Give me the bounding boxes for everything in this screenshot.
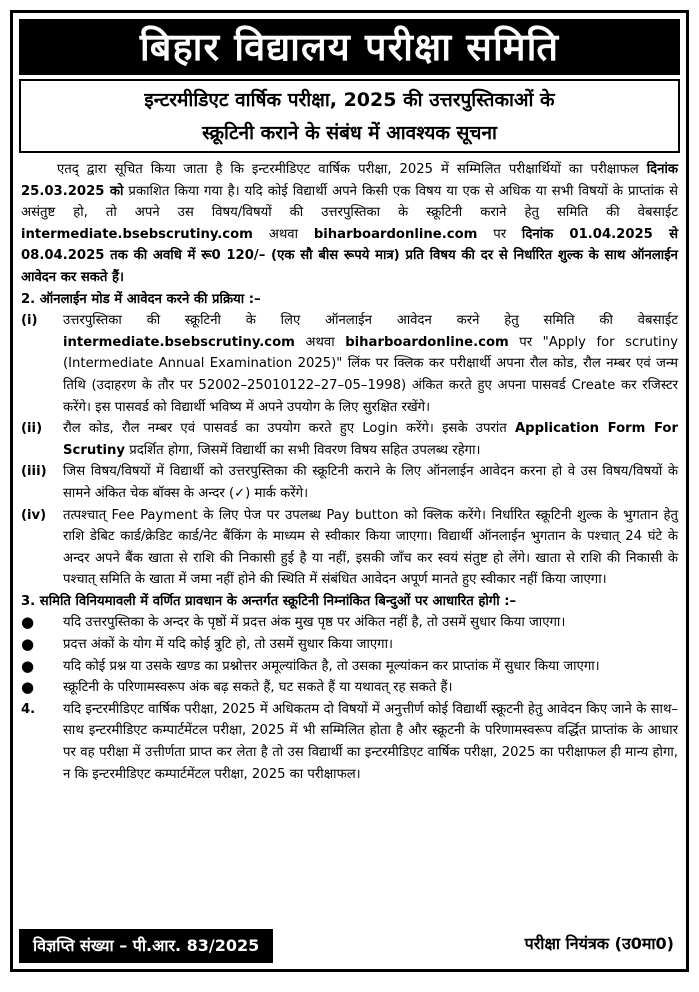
list-item-text: स्क्रूटिनी के परिणामस्वरूप अंक बढ़ सकते हैं, घट सकते हैं या यथावत् रह सकते हैं।	[63, 680, 453, 696]
bullet-icon: ●	[21, 678, 35, 697]
step-label: (i)	[21, 313, 38, 329]
result-date: दिनांक 25.03.2025 को	[21, 162, 678, 199]
notice-page	[10, 10, 689, 972]
website-link-secondary[interactable]: biharboardonline.com	[313, 226, 478, 242]
intro-text: अथवा	[252, 226, 314, 242]
subject-line-2: स्क्रूटिनी कराने के संबंध में आवश्यक सूचना	[202, 122, 497, 144]
list-item	[21, 634, 678, 656]
application-form-name: Application Form For Scrutiny	[63, 421, 678, 458]
step-iv	[21, 505, 678, 591]
notice-body	[21, 159, 678, 917]
step-text: तत्पश्चात् Fee Payment के लिए पेज पर उपलब्ध Pay button को क्लिक करेंगे। निर्धारित स्क्रूटिनी शुल्क के भुगतान हेतु राशि डेबिट कार्ड/क्रेडिट कार्ड/नेट बैंकिंग के माध्यम से स्वीकार किया जाएगा। विद्यार्थी ऑनलाईन भुगतान के पश्चात् 24 घंटे के अन्दर अपने बैंक खाता से राशि की निकासी हुई है या नहीं, इसकी जाँच कर स्वयं संतुष्ट हो लेंगे। खाता से राशि की निकासी के पश्चात् समिति के खाता में जमा नहीं होने की स्थिति में संबंधित आवेदन अपूर्ण मानते हुए स्वीकार नहीं किया जाएगा।	[63, 507, 678, 588]
step-ii	[21, 418, 678, 461]
step-iii	[21, 461, 678, 504]
notice-number: विज्ञप्ति संख्या – पी.आर. 83/2025	[19, 929, 273, 963]
step-text: रौल कोड, रौल नम्बर एवं पासवर्ड का उपयोग करते हुए Login करेंगे। इसके उपरांत Application Form For Scrutiny प्रदर्शित होगा, जिसमें विद्यार्थी का सभी विवरण विषय सहित उपलब्ध रहेगा।	[63, 421, 678, 458]
step-text: उत्तरपुस्तिका की स्क्रूटिनी के लिए ऑनलाईन आवेदन करने हेतु समिति की वेबसाईट intermediate.bsebscrutiny.com अथवा biharboardonline.com पर "Apply for scrutiny (Intermediate Annual Examination 2025)" लिंक पर क्लिक कर परीक्षार्थी अपना रौल कोड, रौल नम्बर एवं जन्म तिथि (उदाहरण के तौर पर 52002–25010122–27–05–1998) अंकित करते हुए अपना पासवर्ड Create कर रजिस्टर करेंगे। इस पासवर्ड को विद्यार्थी भविष्य में अपने उपयोग के लिए सुरक्षित रखेंगे।	[63, 313, 679, 415]
section-4	[21, 699, 678, 785]
intro-text: एतद् द्वारा सूचित किया जाता है कि इन्टरमीडिएट वार्षिक परीक्षा, 2025 में सम्मिलित परीक्षार्थियों का परीक्षाफल	[57, 162, 647, 177]
notice-subject	[19, 79, 680, 153]
step-label: (iii)	[21, 464, 47, 480]
list-item-text: यदि कोई प्रश्न या उसके खण्ड का प्रश्नोत्तर अमूल्यांकित है, तो उसका मूल्यांकन कर प्राप्तांक में सुधार किया जाएगा।	[63, 658, 600, 674]
masthead-title: बिहार विद्यालय परीक्षा समिति	[19, 19, 680, 75]
bullet-icon: ●	[21, 613, 35, 632]
step-text: जिस विषय/विषयों में विद्यार्थी को उत्तरपुस्तिका की स्क्रूटिनी कराने के लिए ऑनलाईन आवेदन करना हो वे उस विषय/विषयों के सामने अंकित चेक बॉक्स के अन्दर (✓) मार्क करेंगे।	[63, 464, 678, 501]
section-3-heading: 3. समिति विनियमावली में वर्णित प्रावधान के अन्तर्गत स्क्रूटिनी निम्नांकित बिन्दुओं पर आधारित होगी :–	[21, 593, 517, 609]
application-period: दिनांक 01.04.2025 से 08.04.2025 तक की अवधि में रू0 120/– (एक सौ बीस रूपये मात्र) प्रति विषय की दर से निर्धारित शुल्क के साथ ऑनलाईन आवेदन कर सकते हैं।	[21, 226, 678, 285]
subject-line-1: इन्टरमीडिएट वार्षिक परीक्षा, 2025 की उत्तरपुस्तिकाओं के	[144, 89, 555, 111]
intro-text: प्रकाशित किया गया है। यदि कोई विद्यार्थी अपने किसी एक विषय या एक से अधिक या सभी विषयों के प्राप्तांक से असंतुष्ट हो, तो अपने उस विषय/विषयों की उत्तरपुस्तिका के स्क्रूटिनी कराने हेतु समिति की वेबसाईट	[21, 183, 679, 221]
list-item-text: यदि उत्तरपुस्तिका के अन्दर के पृष्ठों में प्रदत्त अंक मुख पृष्ठ पर अंकित नहीं है, तो उसमें सुधार किया जाएगा।	[63, 615, 566, 631]
list-item-text: प्रदत्त अंकों के योग में यदि कोई त्रुटि हो, तो उसमें सुधार किया जाएगा।	[63, 637, 394, 653]
section-4-label: 4.	[21, 701, 36, 717]
signatory: परीक्षा नियंत्रक (उ0मा0)	[524, 934, 674, 953]
step-label: (iv)	[21, 507, 47, 523]
list-item	[21, 656, 678, 678]
bullet-icon: ●	[21, 656, 35, 675]
list-item	[21, 612, 678, 634]
intro-text: पर	[477, 226, 522, 242]
website-link-primary[interactable]: intermediate.bsebscrutiny.com	[63, 334, 295, 350]
section-4-text: यदि इन्टरमीडिएट वार्षिक परीक्षा, 2025 में अधिकतम दो विषयों में अनुत्तीर्ण कोई विद्यार्थी स्क्रूटनी हेतु आवेदन किए जाने के साथ–साथ इन्टरमीडिएट कम्पार्टमेंटल परीक्षा, 2025 में भी सम्मिलित होता है और स्क्रूटनी के परिणामस्वरूप वर्द्धित प्राप्तांक के आधार पर वह परीक्षा में उत्तीर्णता प्राप्त कर लेता है तो उस विद्यार्थी का इन्टरमीडिएट वार्षिक परीक्षा, 2025 का परीक्षाफल ही मान्य होगा, न कि इन्टरमीडिएट कम्पार्टमेंटल परीक्षा, 2025 का परीक्षाफल।	[63, 701, 678, 782]
step-i	[21, 310, 678, 418]
bullet-icon: ●	[21, 635, 35, 654]
list-item	[21, 677, 678, 699]
footer	[19, 923, 680, 963]
step-label: (ii)	[21, 421, 43, 437]
section-2-heading: 2. ऑनलाईन मोड में आवेदन करने की प्रक्रिया :–	[21, 291, 261, 307]
website-link-secondary[interactable]: biharboardonline.com	[345, 334, 509, 350]
website-link-primary[interactable]: intermediate.bsebscrutiny.com	[21, 226, 253, 242]
intro-paragraph	[21, 159, 678, 289]
